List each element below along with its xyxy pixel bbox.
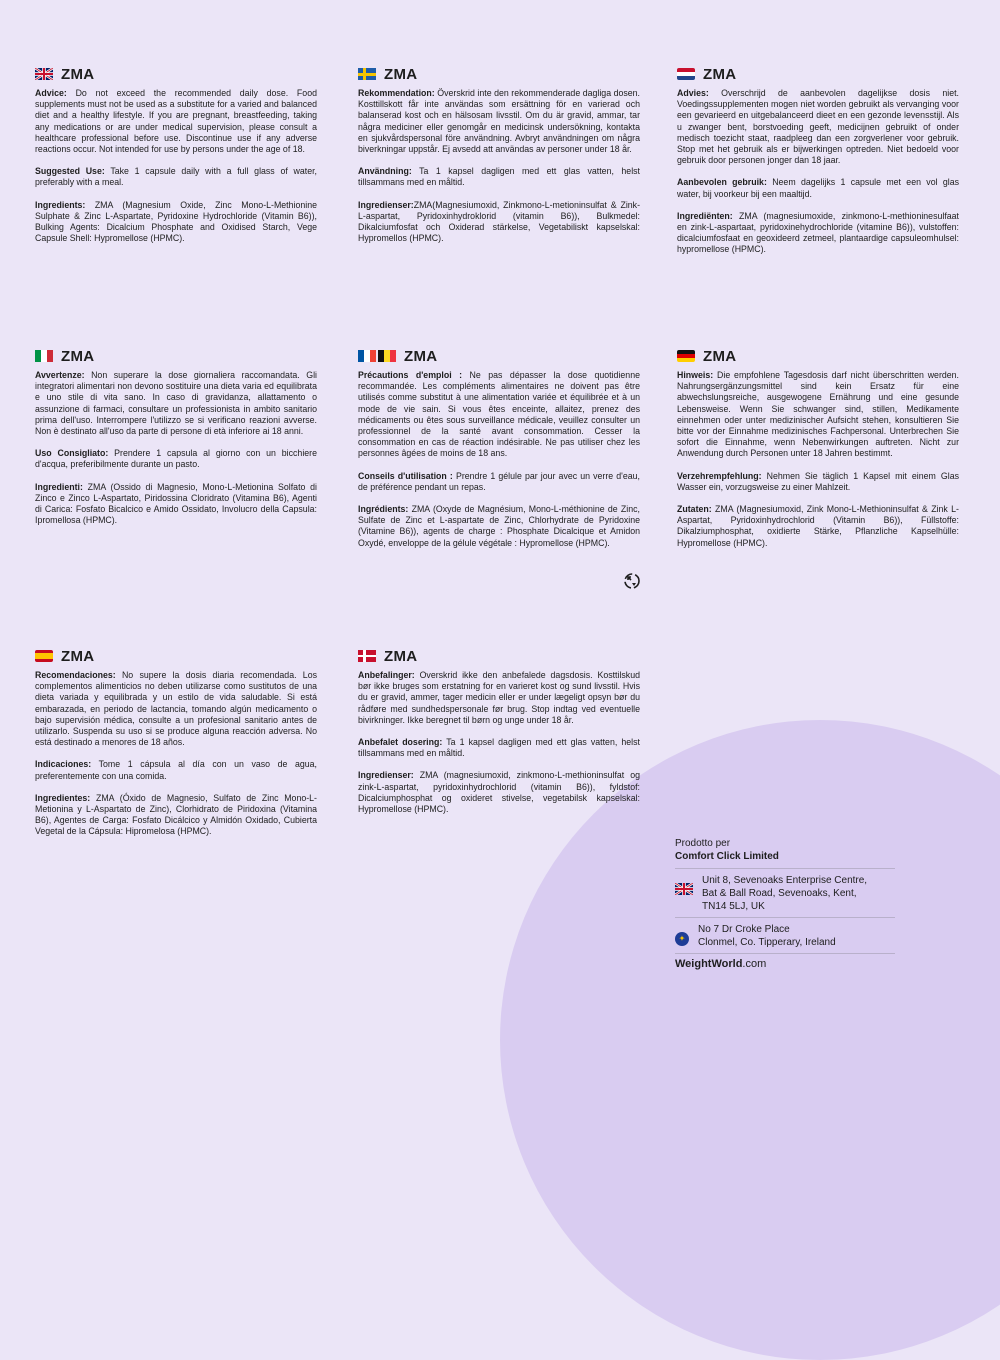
- ingredients-text: ZMA (Óxido de Magnesio, Sulfato de Zinc Mono-L-Metionina y L-Aspartato de Zinc), Clorhidrato de Piridoxina (Vitamina B6), Agentes de Carga: Fosfato Dicálcico y Almidón Oxidado, Cubierta Vegetal de la Cápsula: Hipromelosa (HPMC).: [35, 792, 317, 837]
- uk-address: [675, 868, 895, 917]
- panel-title: ZMA: [404, 347, 438, 365]
- panel-header: [35, 646, 317, 666]
- panel-header: [358, 346, 640, 366]
- usage-paragraph: [677, 471, 959, 493]
- advice-label: Advies:: [677, 88, 709, 98]
- panel-title: ZMA: [61, 347, 95, 365]
- usage-text: Prendere 1 capsula al giorno con un bicchiere d'acqua, preferibilmente durante un pasto.: [35, 448, 317, 470]
- panel-it: [35, 346, 317, 537]
- produced-by-label: Prodotto per: [675, 838, 731, 849]
- advice-text: Non superare la dose giornaliera raccomandata. Gli integratori alimentari non devono sostituire una dieta varia ed equilibrata e uno stile di vita sano. In caso di gravidanza, allattamento o assunzione di farmaci, consultare un professionista in ambito sanitario prima dell'uso. Interrompere l'utilizzo se si verificano reazioni avverse. Non è destinato all'uso da parte di persone di età inferiore ai 18 anni.: [35, 370, 317, 437]
- denmark-flag-icon: [358, 650, 376, 662]
- panel-en: [35, 64, 317, 255]
- ie-address-lines: [698, 923, 836, 949]
- usage-paragraph: [35, 166, 317, 188]
- panel-header: [35, 346, 317, 366]
- uk-flag-icon: [675, 883, 693, 895]
- ingredients-paragraph: [358, 770, 640, 815]
- usage-text: Nehmen Sie täglich 1 Kapsel mit einem Glas Wasser ein, vorzugsweise zu einer Mahlzeit.: [677, 470, 959, 492]
- ingredients-label: Ingredientes:: [35, 792, 91, 803]
- address-line: Bat & Ball Road, Sevenoaks, Kent,: [702, 888, 857, 899]
- ingredients-text: ZMA(Magnesiumoxid, Zinkmono-L-metioninsulfat & Zink-L-aspartat, Pyridoxinhydroklorid (vitamin B6)), Bulkmedel: Dikalciumfosfat och Oxiderad stärkelse, Vegetabiliskt kapselskal: Hypromellos (HPMC).: [358, 199, 640, 244]
- address-line: No 7 Dr Croke Place: [698, 924, 790, 935]
- usage-paragraph: [35, 759, 317, 781]
- panel-header: [677, 346, 959, 366]
- panel-title: ZMA: [61, 65, 95, 83]
- brand-website: [675, 953, 895, 970]
- advice-paragraph: [677, 370, 959, 460]
- usage-text: Neem dagelijks 1 capsule met een vol glas water, bij voorkeur bij een maaltijd.: [677, 177, 959, 199]
- panel-dk: [358, 646, 640, 826]
- usage-paragraph: [358, 166, 640, 188]
- advice-text: Overschrijd de aanbevolen dagelijkse dosis niet. Voedingssupplementen mogen niet worden gebruikt als vervanging voor een gevarieerd en uitgebalanceerd dieet en een gezonde levensstijl. Als u zwanger bent, borstvoeding geeft, medicijnen gebruikt of onder medisch toezicht staat, raadpleeg dan een zorgverlener voor gebruik. Stop met het gebruik als er bijwerkingen optreden. Niet bedoeld voor gebruik door personen jonger dan 18 jaar.: [677, 88, 960, 166]
- address-line: TN14 5LJ, UK: [702, 901, 765, 912]
- advice-label: Recomendaciones:: [35, 670, 116, 680]
- advice-label: Hinweis:: [677, 370, 714, 380]
- usage-label: Verzehrempfehlung:: [677, 470, 762, 481]
- panel-header: [358, 646, 640, 666]
- ingredients-label: Ingredienser:: [358, 770, 414, 781]
- panel-es: [35, 646, 317, 849]
- sweden-flag-icon: [358, 68, 376, 80]
- usage-text: Ta 1 kapsel dagligen med ett glas vatten, helst tillsammans med en måltid.: [358, 166, 640, 188]
- advice-paragraph: [35, 670, 317, 748]
- usage-paragraph: [677, 177, 959, 199]
- uk-address-lines: [702, 874, 867, 913]
- advice-paragraph: [35, 370, 317, 437]
- ingredients-text: ZMA (Ossido di Magnesio, Mono-L-Metionina Solfato di Zinco e Zinco L-Aspartato, Piridossina Cloridrato (Vitamina B6), Agenti di Carica: Fosfato Bicalcico e Amido Ossidato, Involucro della Capsula: Ipromellosa (HPMC).: [35, 481, 317, 526]
- usage-label: Anbefalet dosering:: [358, 737, 443, 748]
- manufacturer-info: [675, 838, 895, 970]
- usage-text: Prendre 1 gélule par jour avec un verre d'eau, de préférence pendant un repas.: [358, 470, 640, 492]
- usage-paragraph: [358, 737, 640, 759]
- address-line: Unit 8, Sevenoaks Enterprise Centre,: [702, 875, 868, 886]
- usage-label: Aanbevolen gebruik:: [677, 177, 767, 188]
- ingredients-paragraph: [35, 200, 317, 245]
- ingredients-label: Ingredients:: [35, 199, 86, 210]
- ingredients-text: ZMA (magnesiumoxid, zinkmono-L-methioninsulfat og zink-L-aspartat, pyridoxinhydrochlorid (vitamin B6)), fyldstof: Dicalciumphosphat og oxideret stivelse, vegetabilsk kapselskal: Hypromellose (HPMC).: [358, 770, 640, 815]
- ingredients-label: Zutaten:: [677, 504, 712, 515]
- panel-se: [358, 64, 640, 255]
- advice-text: Do not exceed the recommended daily dose. Food supplements must not be used as a substitute for a varied and balanced diet and a healthy lifestyle. If you are pregnant, breastfeeding, taking any medications or are under medical supervision, please consult a healthcare professional before use. Discontinue use if any adverse reactions occur. Not intended for use by persons under the age of 18.: [35, 88, 317, 155]
- italy-flag-icon: [35, 350, 53, 362]
- advice-label: Précautions d'emploi :: [358, 370, 463, 380]
- advice-text: Ne pas dépasser la dose quotidienne recommandée. Les compléments alimentaires ne doivent pas être utilisés comme substitut à une alimentation variée et équilibrée et à un mode de vie sain. Si vous êtes enceinte, allaitez, prenez des médicaments ou êtes sous surveillance médicale, veuillez consulter un professionnel de la santé avant consommation. Cesser la consommation en cas de réaction indésirable. Ne pas utiliser chez les personnes âgées de moins de 18 ans.: [358, 370, 640, 459]
- advice-text: Överskrid inte den rekommenderade dagliga dosen. Kosttillskott får inte användas som ersättning för en varierad och balanserad kost och en hälsosam livsstil. Om du är gravid, ammar, tar några mediciner eller genomgår en medicinsk undersökning, kontakta en sjukvårdspersonal före användning. Avbryt användningen om några biverkningar uppstår. Ej avsedd att användas av personer under 18 år.: [358, 88, 640, 155]
- advice-paragraph: [358, 370, 640, 460]
- ingredients-paragraph: [358, 200, 640, 245]
- usage-text: Ta 1 kapsel dagligen med ett glas vatten, helst tillsammans med en måltid.: [358, 737, 640, 759]
- usage-paragraph: [358, 471, 640, 493]
- recycle-icon: [622, 571, 642, 591]
- usage-label: Suggested Use:: [35, 166, 105, 177]
- advice-paragraph: [35, 88, 317, 155]
- usage-paragraph: [35, 448, 317, 470]
- netherlands-flag-icon: [677, 68, 695, 80]
- usage-label: Indicaciones:: [35, 759, 92, 770]
- usage-label: Conseils d'utilisation :: [358, 470, 453, 481]
- spain-flag-icon: [35, 650, 53, 662]
- ingredients-label: Ingredienser:: [358, 199, 414, 210]
- ingredients-label: Ingredienti:: [35, 481, 83, 492]
- ingredients-paragraph: [677, 504, 959, 549]
- ingredients-paragraph: [35, 482, 317, 527]
- panel-title: ZMA: [384, 647, 418, 665]
- ingredients-text: ZMA (magnesiumoxide, zinkmono-L-methioninesulfaat en zink-L-aspartaat, pyridoxinehydrochloride (vitamine B6)), vulstoffen: dicalciumfosfaat en geoxideerd zetmeel, plantaardige capsuleomhulsel: hypromellose (HPMC).: [677, 210, 959, 255]
- panel-header: [35, 64, 317, 84]
- ingredients-label: Ingrédients:: [358, 504, 409, 515]
- advice-paragraph: [358, 670, 640, 726]
- panel-header: [358, 64, 640, 84]
- ingredients-paragraph: [358, 504, 640, 549]
- advice-text: No supere la dosis diaria recomendada. Los complementos alimenticios no deben utilizarse como sustitutos de una dieta variada y equilibrada y un estilo de vida saludable. Si está embarazada, en periodo de lactancia, tomando algún medicamento o bajo supervisión médica, consulte a un profesional sanitario antes de utilizarlo. Suspenda su uso si se produce alguna reacción adversa. No está destinado a menores de 18 años.: [35, 670, 317, 748]
- france-flag-icon: [358, 350, 376, 362]
- usage-text: Tome 1 cápsula al día con un vaso de agua, preferentemente con una comida.: [35, 759, 317, 781]
- panel-de: [677, 346, 959, 560]
- company-name: Comfort Click Limited: [675, 851, 779, 862]
- ingredients-label: Ingrediënten:: [677, 210, 733, 221]
- panel-title: ZMA: [61, 647, 95, 665]
- brand-domain: .com: [742, 958, 767, 970]
- brand-name: WeightWorld: [675, 958, 743, 970]
- advice-paragraph: [677, 88, 959, 166]
- ie-address: [675, 917, 895, 953]
- ingredients-paragraph: [677, 211, 959, 256]
- uk-flag-icon: [35, 68, 53, 80]
- panel-nl: [677, 64, 959, 267]
- advice-label: Avvertenze:: [35, 370, 85, 380]
- belgium-flag-icon: [378, 350, 396, 362]
- address-line: Clonmel, Co. Tipperary, Ireland: [698, 937, 836, 948]
- usage-label: Användning:: [358, 166, 412, 177]
- ingredients-text: ZMA (Oxyde de Magnésium, Mono-L-méthionine de Zinc, Sulfate de Zinc et L-aspartate de Zinc, Chlorhydrate de Pyridoxine (Vitamine B6)), agents de charge : Phosphate Dicalcique et Amidon Oxydé, enveloppe de la gélule végétale : Hypromellose (HPMC).: [358, 504, 640, 548]
- panel-title: ZMA: [703, 65, 737, 83]
- eu-flag-icon: ✦: [675, 932, 689, 946]
- ingredients-paragraph: [35, 793, 317, 838]
- panel-header: [677, 64, 959, 84]
- advice-label: Anbefalinger:: [358, 670, 415, 680]
- advice-paragraph: [358, 88, 640, 155]
- advice-text: Overskrid ikke den anbefalede dagsdosis. Kosttilskud bør ikke bruges som erstatning for en varieret kost og sund livsstil. Hvis du er gravid, ammer, tager medicin eller er under lægeligt opsyn bør du rådføre med sundhedspersonale før brug. Stop indtag ved eventuelle bivirkninger. Ikke beregnet til børn og unge under 18 år.: [358, 670, 640, 725]
- usage-label: Uso Consigliato:: [35, 448, 109, 459]
- germany-flag-icon: [677, 350, 695, 362]
- advice-label: Rekommendation:: [358, 88, 435, 98]
- ingredients-text: ZMA (Magnesium Oxide, Zinc Mono-L-Methionine Sulphate & Zinc L-Aspartate, Pyridoxine Hydrochloride (Vitamin B6)), Bulking Agents: Dicalcium Phosphate and Oxidised Starch, Vege Capsule Shell: Hypromellose (HPMC).: [35, 199, 317, 244]
- panel-title: ZMA: [384, 65, 418, 83]
- panel-title: ZMA: [703, 347, 737, 365]
- ingredients-text: ZMA (Magnesiumoxid, Zink Mono-L-Methioninsulfat & Zink L-Aspartat, Pyridoxinhydrochlorid (Vitamin B6)), Füllstoffe: Dikalziumphosphat, oxidierte Stärke, Pflanzliche Kapselhülle: Hypromellose (HPMC).: [677, 504, 959, 548]
- advice-text: Die empfohlene Tagesdosis darf nicht überschritten werden. Nahrungsergänzungsmittel sind kein Ersatz für eine abwechslungsreiche, ausgewogene Ernährung und eine gesunde Lebensweise. Wenn Sie schwanger sind, stillen, Medikamente einnehmen oder unter medizinischer Aufsicht stehen, konsultieren Sie bitte vor der Einnahme medizinisches Fachpersonal. Unterbrechen Sie sofort die Einnahme, wenn Nebenwirkungen auftreten. Nicht zur Anwendung durch Personen unter 18 Jahren bestimmt.: [677, 370, 959, 459]
- usage-text: Take 1 capsule daily with a full glass of water, preferably with a meal.: [35, 166, 317, 188]
- advice-label: Advice:: [35, 88, 67, 98]
- panel-fr: [358, 346, 640, 560]
